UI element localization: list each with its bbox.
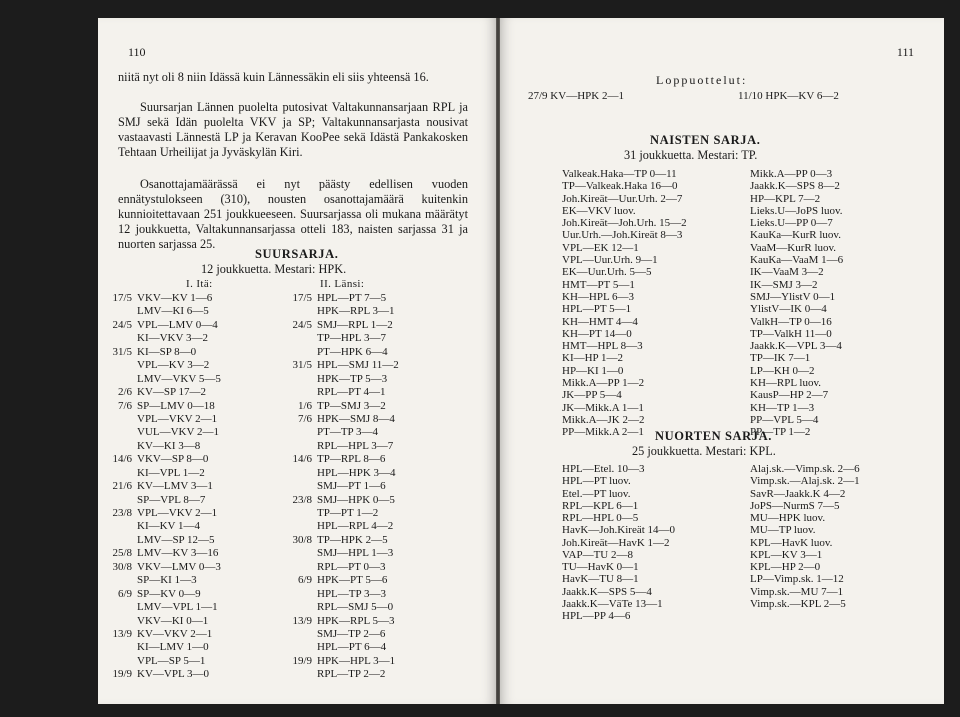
result-row (278, 561, 399, 574)
result-row: Joh.Kireät—HavK 1—2 (562, 536, 670, 549)
match-date: 17/5 (112, 292, 132, 304)
result-row: KH—PT 14—0 (562, 327, 632, 340)
result-row: HPL—PT 5—1 (562, 303, 632, 316)
match-result: VKV—KI 0—1 (137, 614, 209, 627)
match-result: VPL—SP 5—1 (137, 654, 206, 667)
result-row: PP—VPL 5—4 (750, 413, 819, 426)
result-row (98, 520, 221, 533)
result-row: Uur.Urh.—Joh.Kireät 8—3 (562, 229, 683, 242)
match-result: HPK—HPL 3—1 (317, 654, 396, 667)
match-result: SMJ—HPL 1—3 (317, 547, 394, 560)
match-result: KV—SP 17—2 (137, 386, 206, 399)
match-result: KI—LMV 1—0 (137, 641, 209, 654)
result-row: Vimp.sk.—KPL 2—5 (750, 597, 846, 610)
match-result: RPL—TP 2—2 (317, 668, 386, 681)
youth-subheading: 25 joukkuetta. Mestari: KPL. (632, 444, 776, 458)
result-row (98, 467, 221, 480)
result-row (278, 332, 399, 345)
paragraph-3: Osanottajamäärässä ei nyt päästy edellisen vuoden ennätystulokseen (310), nousten osanottajamäärä kuitenkin kunnioitettavaan 251 joukkueeseen. Suursarjassa oli mukana määrätyt 12 joukkuetta, Valtakunnansarjassa otteli 183, naisten sarjassa 31 ja nuorten sarjassa 25. (118, 177, 468, 251)
match-date: 19/9 (292, 654, 312, 667)
youth-results-left (562, 463, 675, 622)
result-row (278, 359, 399, 372)
result-row: RPL—HPL 0—5 (562, 512, 639, 524)
result-row: SMJ—YlistV 0—1 (750, 290, 836, 303)
match-result: VPL—VKV 2—1 (137, 507, 218, 519)
result-row: HPL—Etel. 10—3 (562, 463, 645, 475)
youth-heading: NUORTEN SARJA. (655, 429, 772, 443)
result-row: JK—Mikk.A 1—1 (562, 401, 644, 414)
result-row: TP—ValkH 11—0 (750, 327, 832, 340)
suursarja-subheading: 12 joukkuetta. Mestari: HPK. (201, 262, 347, 276)
match-result: HPL—RPL 4—2 (317, 520, 394, 533)
match-result: TP—HPL 3—7 (317, 332, 386, 345)
result-row: Joh.Kireät—Joh.Urh. 15—2 (562, 217, 687, 230)
result-row (98, 413, 221, 426)
match-date: 7/6 (117, 399, 132, 412)
match-date: 1/6 (297, 399, 312, 412)
result-row (98, 332, 221, 345)
match-result: SMJ—PT 1—6 (317, 480, 386, 493)
result-row: EK—VKV luov. (562, 204, 636, 217)
result-row: MU—HPK luov. (750, 512, 826, 524)
result-row: Vimp.sk.—Alaj.sk. 2—1 (750, 475, 860, 488)
page-number-left: 110 (128, 45, 146, 59)
match-date: 14/6 (112, 453, 132, 466)
result-row: KPL—HavK luov. (750, 536, 833, 549)
match-result: VUL—VKV 2—1 (137, 426, 219, 439)
match-result: VKV—SP 8—0 (137, 453, 209, 466)
match-result: LMV—SP 12—5 (137, 533, 215, 546)
result-row: HPL—PP 4—6 (562, 610, 631, 622)
match-result: TP—PT 1—2 (317, 507, 379, 519)
result-row (278, 305, 399, 318)
result-row (98, 346, 221, 359)
result-row: Mikk.A—JK 2—2 (562, 413, 645, 426)
match-date: 21/6 (112, 480, 132, 493)
result-row: HP—KI 1—0 (562, 364, 624, 377)
result-row (98, 561, 221, 574)
match-result: HPL—TP 3—3 (317, 587, 386, 600)
result-row (278, 534, 399, 547)
match-result: SMJ—RPL 1—2 (317, 318, 393, 331)
result-row: Lieks.U—PP 0—7 (750, 217, 833, 230)
match-result: SMJ—HPK 0—5 (317, 493, 395, 506)
women-subheading: 31 joukkuetta. Mestari: TP. (624, 148, 758, 162)
result-row: HPL—PT luov. (562, 475, 631, 488)
women-results-left (562, 168, 687, 439)
match-result: VKV—KV 1—6 (137, 292, 213, 304)
match-result: VPL—LMV 0—4 (137, 318, 218, 331)
match-date: 24/5 (292, 318, 312, 331)
west-results-list (278, 292, 399, 682)
result-row (278, 655, 399, 668)
result-row (98, 292, 221, 305)
result-row: Mikk.A—PP 1—2 (562, 377, 645, 390)
match-result: HPK—SMJ 8—4 (317, 412, 395, 425)
result-row (278, 413, 399, 426)
result-row: HMT—PT 5—1 (562, 278, 635, 291)
result-row: KPL—HP 2—0 (750, 561, 821, 573)
match-result: HPL—PT 7—5 (317, 292, 387, 304)
result-row: SavR—Jaakk.K 4—2 (750, 487, 846, 500)
match-date: 31/5 (112, 345, 132, 358)
result-row (278, 494, 399, 507)
east-results-list (98, 292, 221, 682)
match-date: 31/5 (292, 359, 312, 372)
final-match-1: 27/9 KV—HPK 2—1 (528, 90, 624, 102)
result-row: Vimp.sk.—MU 7—1 (750, 585, 844, 598)
result-row: KH—HPL 6—3 (562, 290, 635, 303)
match-result: TP—RPL 8—6 (317, 453, 386, 466)
result-row: Jaakk.K—VäTe 13—1 (562, 597, 663, 610)
result-row (98, 534, 221, 547)
left-page (98, 18, 496, 704)
result-row: VPL—Uur.Urh. 9—1 (562, 254, 658, 267)
result-row (98, 440, 221, 453)
match-result: PT—HPK 6—4 (317, 345, 388, 358)
result-row (278, 467, 399, 480)
match-date: 14/6 (292, 453, 312, 466)
women-results-right (750, 168, 843, 439)
result-row: TU—HavK 0—1 (562, 561, 639, 573)
paragraph-2: Suursarjan Lännen puolelta putosivat Valtakunnansarjaan RPL ja SMJ sekä Idän puolelta VKV ja SP; Valtakunnansarjasta nousivat vastaavasti Lännestä LP ja Keravan KooPee sekä Idästä Pankakosken Tehtaan Urheilijat ja Jyväskylän Kiri. (118, 100, 468, 159)
result-row (278, 628, 399, 641)
result-row: HMT—HPL 8—3 (562, 340, 643, 353)
result-row: VPL—EK 12—1 (562, 241, 639, 254)
match-result: KI—VKV 3—2 (137, 332, 208, 345)
result-row: KausP—HP 2—7 (750, 389, 829, 402)
match-result: RPL—SMJ 5—0 (317, 601, 394, 614)
result-row (98, 305, 221, 318)
result-row: Lieks.U—JoPS luov. (750, 204, 843, 217)
result-row: VaaM—KurR luov. (750, 241, 837, 254)
result-row: Jaakk.K—SPS 8—2 (750, 180, 840, 193)
page-number-right: 111 (896, 45, 914, 59)
result-row: JoPS—NurmS 7—5 (750, 499, 840, 512)
result-row (98, 641, 221, 654)
result-row: IK—SMJ 3—2 (750, 278, 818, 291)
match-result: HPK—TP 5—3 (317, 372, 388, 385)
result-row (278, 547, 399, 560)
match-result: SP—LMV 0—18 (137, 399, 215, 412)
result-row: LP—KH 0—2 (750, 364, 815, 377)
youth-results-right (750, 463, 860, 610)
result-row (278, 373, 399, 386)
result-row: MU—TP luov. (750, 524, 816, 537)
match-date: 13/9 (292, 614, 312, 627)
result-row (278, 507, 399, 520)
east-column-header: I. Itä: (186, 278, 213, 290)
result-row: ValkH—TP 0—16 (750, 315, 832, 328)
result-row: HavK—Joh.Kireät 14—0 (562, 524, 676, 537)
result-row (278, 400, 399, 413)
result-row: Alaj.sk.—Vimp.sk. 2—6 (750, 463, 860, 475)
match-date: 17/5 (292, 292, 312, 304)
result-row: KH—TP 1—3 (750, 401, 815, 414)
result-row (278, 386, 399, 399)
result-row (98, 588, 221, 601)
result-row: EK—Uur.Urh. 5—5 (562, 266, 652, 279)
match-date: 30/8 (292, 533, 312, 546)
match-date: 13/9 (112, 627, 132, 640)
result-row: RPL—KPL 6—1 (562, 499, 639, 512)
match-date: 24/5 (112, 318, 132, 331)
match-result: VKV—LMV 0—3 (137, 560, 221, 573)
result-row (98, 574, 221, 587)
match-date: 30/8 (112, 560, 132, 573)
match-result: RPL—PT 4—1 (317, 386, 386, 399)
result-row: TP—Valkeak.Haka 16—0 (562, 180, 678, 193)
match-result: SP—KI 1—3 (137, 574, 197, 587)
match-date: 7/6 (297, 412, 312, 425)
match-date: 6/9 (117, 587, 132, 600)
result-row: PP—Mikk.A 2—1 (562, 426, 644, 439)
result-row (98, 507, 221, 520)
match-result: HPL—HPK 3—4 (317, 466, 396, 479)
result-row: TP—IK 7—1 (750, 352, 811, 365)
match-result: TP—SMJ 3—2 (317, 399, 386, 412)
result-row (278, 480, 399, 493)
result-row (278, 292, 399, 305)
match-result: HPK—RPL 5—3 (317, 614, 395, 627)
match-result: TP—HPK 2—5 (317, 533, 388, 546)
match-result: SMJ—TP 2—6 (317, 627, 386, 640)
west-column-header: II. Länsi: (320, 278, 365, 290)
match-result: KV—LMV 3—1 (137, 480, 213, 493)
result-row (278, 453, 399, 466)
match-result: KV—VKV 2—1 (137, 627, 213, 640)
result-row: HP—KPL 7—2 (750, 192, 821, 205)
result-row: Etel.—PT luov. (562, 487, 631, 500)
result-row: KH—RPL luov. (750, 377, 821, 390)
result-row (98, 601, 221, 614)
result-row: KI—HP 1—2 (562, 352, 624, 365)
match-date: 2/6 (117, 386, 132, 399)
match-result: SP—KV 0—9 (137, 587, 201, 600)
result-row (278, 520, 399, 533)
result-row (98, 628, 221, 641)
match-result: KI—SP 8—0 (137, 345, 197, 358)
result-row: JK—PP 5—4 (562, 389, 622, 402)
result-row: PP—TP 1—2 (750, 426, 811, 439)
result-row (98, 668, 221, 681)
result-row: KPL—KV 3—1 (750, 548, 823, 561)
match-result: HPL—PT 6—4 (317, 641, 387, 654)
result-row (278, 615, 399, 628)
result-row (98, 453, 221, 466)
result-row (98, 547, 221, 560)
result-row (98, 426, 221, 439)
result-row: LP—Vimp.sk. 1—12 (750, 573, 844, 586)
match-result: VPL—KV 3—2 (137, 359, 210, 372)
result-row: KauKa—KurR luov. (750, 229, 841, 242)
result-row (98, 319, 221, 332)
final-match-2: 11/10 HPK—KV 6—2 (738, 90, 839, 102)
result-row (98, 359, 221, 372)
result-row (98, 386, 221, 399)
result-row: Joh.Kireät—Uur.Urh. 2—7 (562, 192, 683, 205)
match-result: VPL—VKV 2—1 (137, 412, 218, 425)
match-result: RPL—HPL 3—7 (317, 439, 394, 452)
women-heading: NAISTEN SARJA. (650, 133, 761, 147)
result-row: Jaakk.K—VPL 3—4 (750, 340, 842, 353)
match-result: RPL—PT 0—3 (317, 560, 386, 573)
match-result: HPK—PT 5—6 (317, 574, 388, 587)
match-result: KI—VPL 1—2 (137, 466, 205, 479)
match-result: HPK—RPL 3—1 (317, 305, 395, 318)
match-result: KV—KI 3—8 (137, 439, 201, 452)
match-result: LMV—KI 6—5 (137, 305, 209, 318)
result-row (98, 373, 221, 386)
result-row (278, 346, 399, 359)
result-row (98, 494, 221, 507)
match-result: KV—VPL 3—0 (137, 668, 210, 681)
match-date: 6/9 (297, 574, 312, 587)
match-result: SP—VPL 8—7 (137, 493, 206, 506)
result-row (278, 574, 399, 587)
result-row (98, 615, 221, 628)
result-row (278, 641, 399, 654)
suursarja-heading: SUURSARJA. (255, 247, 339, 261)
match-result: LMV—VPL 1—1 (137, 601, 218, 614)
result-row: Valkeak.Haka—TP 0—11 (562, 168, 677, 180)
match-date: 19/9 (112, 668, 132, 681)
match-result: LMV—KV 3—16 (137, 547, 219, 560)
paragraph-1: niitä nyt oli 8 niin Idässä kuin Lännessäkin eli siis yhteensä 16. (118, 70, 429, 84)
result-row (278, 588, 399, 601)
result-row (98, 400, 221, 413)
result-row (98, 480, 221, 493)
match-date: 25/8 (112, 547, 132, 560)
result-row (98, 655, 221, 668)
result-row: VAP—TU 2—8 (562, 548, 634, 561)
result-row: Mikk.A—PP 0—3 (750, 168, 833, 180)
result-row (278, 426, 399, 439)
match-result: LMV—VKV 5—5 (137, 372, 221, 385)
result-row: KH—HMT 4—4 (562, 315, 638, 328)
result-row: IK—VaaM 3—2 (750, 266, 824, 279)
match-result: HPL—SMJ 11—2 (317, 359, 399, 372)
result-row (278, 440, 399, 453)
result-row: KauKa—VaaM 1—6 (750, 254, 844, 267)
result-row: Jaakk.K—SPS 5—4 (562, 585, 652, 598)
result-row (278, 319, 399, 332)
result-row (278, 601, 399, 614)
match-result: KI—KV 1—4 (137, 520, 201, 533)
match-result: PT—TP 3—4 (317, 426, 379, 439)
match-date: 23/8 (292, 493, 312, 506)
result-row (278, 668, 399, 681)
finals-label: Loppuottelut: (656, 73, 748, 87)
result-row: HavK—TU 8—1 (562, 573, 639, 586)
result-row: YlistV—IK 0—4 (750, 303, 827, 316)
match-date: 23/8 (112, 507, 132, 519)
right-page (500, 18, 944, 704)
